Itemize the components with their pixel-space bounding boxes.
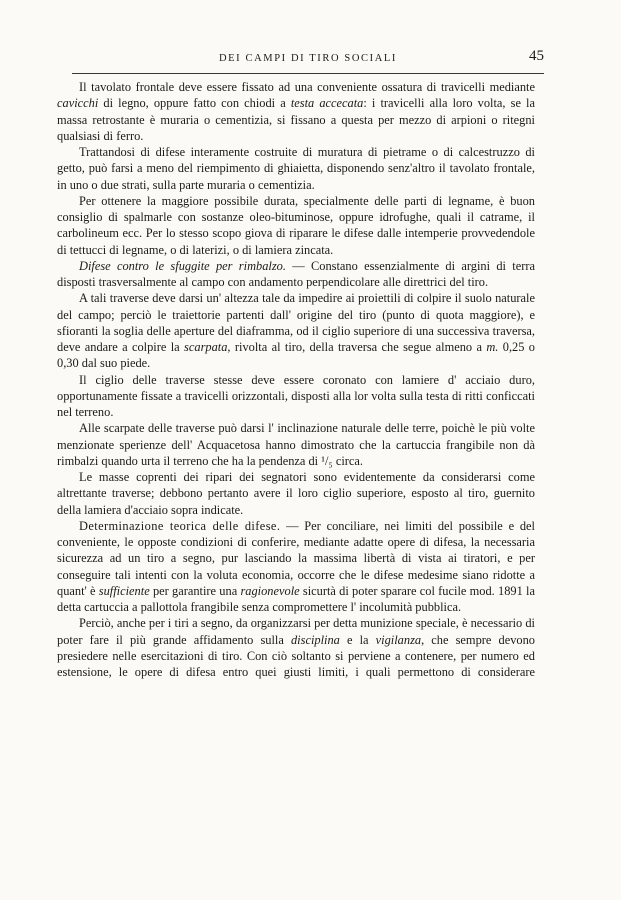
text-run: , rivolta al tiro, della traversa che segue almeno a: [227, 340, 487, 354]
paragraph: [57, 615, 535, 680]
paragraph: [57, 144, 535, 193]
text-run: A tali traverse deve darsi un' altezza tale da impedire ai proiettili di colpire il suolo naturale del campo; perciò le traiettorie partenti dall' origine del tiro (punto di quota maggiore), e sfioranti la soglia delle aperture del diaframma, od il ciglio superiore di una successiva traversa, deve andare a colpire la: [57, 291, 535, 354]
text-run: , che sempre devono presiedere nelle esercitazioni di tiro. Con ciò soltanto si perviene a contenere, per numero ed estensione, le opere di difesa entro quei giusti limiti, i quali permettono di considerare: [57, 632, 535, 679]
text-run: Alle scarpate delle traverse può darsi l' inclinazione naturale delle terre, poichè le più volte menzionate sperienze dell' Acquacetosa hanno dimostrato che la cartuccia frangibile non dà rimbalzi quando urta il terreno che ha la pendenza di: [57, 421, 535, 468]
paragraph: [57, 290, 535, 371]
text-run: circa.: [332, 453, 363, 468]
text-run: Il ciglio delle traverse stesse deve essere coronato con lamiere d' acciaio duro, opportunamente fissate a travicelli orizzontali, disposti alla lor volta sulla testa di ritti conficcati nel terreno.: [57, 372, 535, 419]
text-run: per garantire una: [149, 583, 241, 598]
italic-text: disciplina: [290, 632, 340, 647]
body-text: [57, 79, 535, 680]
text-run: Perciò, anche per i tiri a segno, da organizzarsi per detta munizione speciale, è necessario di poter fare il più grande affidamento sulla: [57, 616, 535, 647]
paragraph: [57, 193, 535, 258]
paragraph: [57, 79, 535, 144]
running-header: [72, 48, 544, 70]
text-run: Le masse coprenti dei ripari dei segnatori sono evidentemente da considerarsi come altrettante traverse; debbono pertanto avere il loro ciglio superiore, esposto al tiro, guernito della lamiera d'acciaio sopra indicate.: [57, 470, 535, 517]
italic-text: Difese contro le sfuggite per rimbalzo.: [79, 258, 286, 273]
italic-text: scarpata: [184, 340, 228, 354]
paragraph: [57, 420, 535, 469]
italic-text: vigilanza: [375, 632, 422, 647]
text-run: — Per conciliare, nei limiti del possibile e del conveniente, le opposte condizioni di conferire, mediante adatte opere di difesa, la necessaria sicurezza ad un tiro a segno, pur lasciando la massima libertà di vista ai tiratori, e per conseguire tali intenti con la voluta economia, occorre che le difese medesime siano ridotte a quant' è: [57, 518, 535, 598]
text-run: Trattandosi di difese interamente costruite di muratura di pietrame o di calcestruzzo di getto, può farsi a meno del riempimento di ghiaietta, disponendo senz'altro il tavolato frontale, in uno o due strati, sulla parte muraria o cementizia.: [57, 145, 535, 192]
text-run: 0,25 o 0,30 dal suo piede.: [57, 340, 535, 371]
text-run: sicurtà di poter sparare col fucile mod. 1891 la detta cartuccia a pallottola frangibile senza compromettere l' incolumità pubblica.: [57, 583, 535, 614]
italic-text: m.: [486, 340, 499, 354]
paragraph: [57, 258, 535, 291]
italic-text: sufficiente: [98, 583, 150, 598]
text-run: : i travicelli alla loro volta, se la massa retrostante è muraria o cementizia, si fissano a questa per mezzo di arpioni o ritegni qualsiasi di ferro.: [57, 96, 535, 143]
italic-text: testa accecata: [290, 96, 364, 111]
text-run: e la: [339, 632, 376, 647]
paragraph: [57, 518, 535, 616]
italic-text: cavicchi: [57, 96, 99, 111]
text-run: Determinazione teorica delle difese.: [79, 518, 281, 533]
page-number: 45: [529, 48, 544, 64]
paragraph: [57, 469, 535, 518]
fraction-text: ¹/₅: [321, 453, 333, 468]
italic-text: ragionevole: [240, 583, 300, 598]
running-title: DEI CAMPI DI TIRO SOCIALI: [218, 53, 398, 64]
text-run: Per ottenere la maggiore possibile durata, specialmente delle parti di legname, è buon consiglio di spalmarle con sostanze oleo-bituminose, oppure idrofughe, quali il catrame, il carbolineum ecc. Per lo stesso scopo giova di riparare le difese dalle intemperie provvedendole di tettucci di legname, o di laterizi, o di lamiera zincata.: [57, 193, 535, 257]
paragraph: [57, 372, 535, 421]
text-run: — Constano essenzialmente di argini di terra disposti trasversalmente al campo con andamento perpendicolare alle direttrici del tiro.: [57, 258, 536, 289]
text-run: Il tavolato frontale deve essere fissato ad una conveniente ossatura di travicelli mediante: [79, 80, 535, 94]
header-rule: [72, 73, 544, 74]
text-run: di legno, oppure fatto con chiodi a: [98, 96, 291, 111]
